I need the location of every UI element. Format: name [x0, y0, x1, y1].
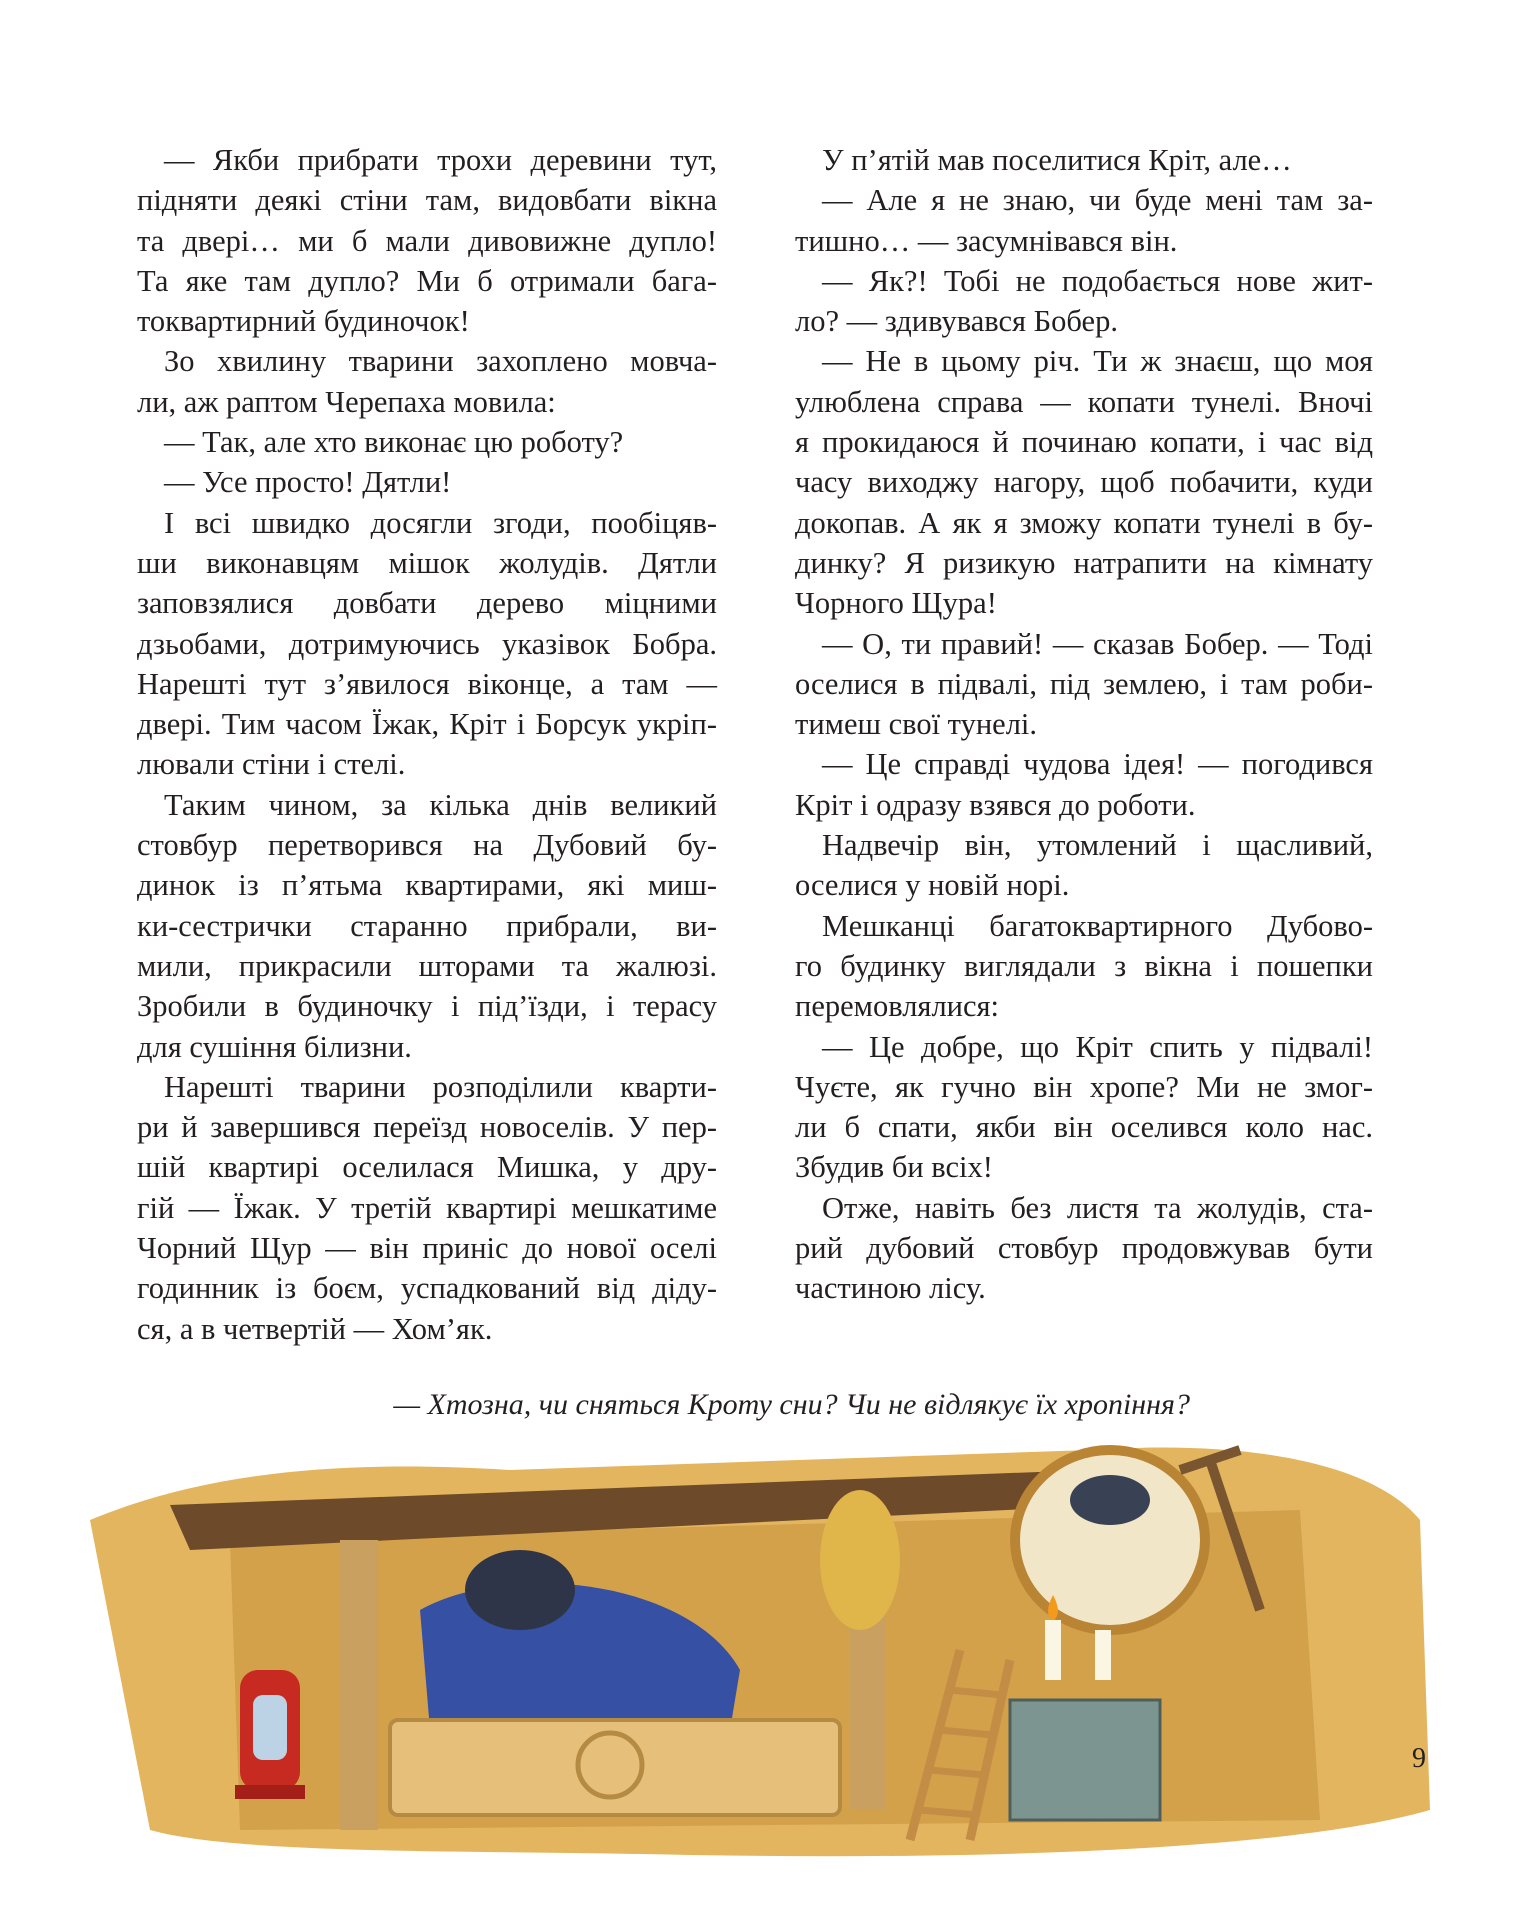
text-line: Чорного Щура!: [795, 586, 997, 621]
text-line: Чуєте, як гучно він хропе? Ми не змог-: [795, 1069, 1373, 1104]
text-line: Нарешті тут з’явилося віконце, а там —: [137, 666, 717, 701]
text-line: тимеш свої тунелі.: [795, 707, 1038, 742]
text-line: — Не в цьому річ. Ти ж знаєш, що моя: [822, 344, 1373, 379]
text-line: — Усе просто! Дятли!: [164, 465, 452, 500]
text-line: І всі швидко досягли згоди, пообіцяв-: [164, 505, 717, 540]
paragraph: [795, 180, 1373, 261]
text-line: для сушіння білизни.: [137, 1029, 412, 1064]
text-line: — Це справді чудова ідея! — погодився: [822, 747, 1373, 782]
paragraph: [137, 341, 717, 422]
text-line: ся, а в четвертій — Хом’як.: [137, 1311, 493, 1346]
text-line: — Це добре, що Кріт спить у підвалі!: [822, 1029, 1373, 1064]
lantern-icon: [235, 1670, 305, 1799]
text-line: динок із п’ятьма квартирами, які миш-: [137, 868, 717, 903]
paragraph: [137, 140, 717, 341]
text-column-left: [137, 140, 717, 1349]
text-line: заповзялися довбати дерево міцними: [137, 586, 717, 621]
text-line: динку? Я ризикую натрапити на кімнату: [795, 545, 1373, 580]
text-line: та двері… ми б мали дивовижне дупло!: [137, 223, 717, 258]
text-line: двері. Тим часом Їжак, Кріт і Борсук укріп-: [137, 707, 717, 742]
text-line: оселися у новій норі.: [795, 868, 1070, 903]
illustration-caption: — Хтозна, чи сняться Кроту сни? Чи не відлякує їх хропіння?: [393, 1388, 1190, 1421]
text-line: оселися в підвалі, під землею, і там роби-: [795, 666, 1373, 701]
text-line: годинник із боєм, успадкований від діду-: [137, 1271, 717, 1306]
text-line: шій квартирі оселилася Мишка, у дру-: [137, 1150, 717, 1185]
text-line: У п’ятій мав поселитися Кріт, але…: [822, 143, 1292, 177]
text-line: рий дубовий стовбур продовжував бути: [795, 1231, 1373, 1266]
paragraph: [795, 140, 1373, 180]
text-line: Надвечір він, утомлений і щасливий,: [822, 828, 1373, 863]
text-line: Мешканці багатоквартирного Дубово-: [822, 908, 1373, 943]
text-line: частиною лісу.: [795, 1271, 986, 1306]
text-line: ри й завершився переїзд новоселів. У пер-: [137, 1110, 717, 1145]
candle-1: [1045, 1620, 1061, 1680]
text-line: ли, аж раптом Черепаха мовила:: [137, 384, 556, 419]
paragraph: [795, 1188, 1373, 1309]
text-line: Зо хвилину тварини захоплено мовча-: [164, 344, 717, 379]
text-line: ли б спати, якби він оселився коло нас.: [795, 1110, 1373, 1145]
text-line: тишно… — засумнівався він.: [795, 223, 1178, 258]
text-line: — Але я не знаю, чи буде мені там за-: [822, 183, 1373, 218]
paragraph: [137, 503, 717, 785]
text-line: докопав. А як я зможу копати тунелі в бу-: [795, 505, 1373, 540]
text-line: Зробили в будиночку і під’їзди, і терасу: [137, 989, 717, 1024]
text-line: Отже, навіть без листя та жолудів, ста-: [822, 1190, 1373, 1225]
paragraph: [137, 422, 717, 462]
text-line: підняти деякі стіни там, видовбати вікна: [137, 183, 717, 218]
text-line: улюблена справа — копати тунелі. Вночі: [795, 384, 1373, 419]
text-line: го будинку виглядали з вікна і пошепки: [795, 948, 1373, 983]
straw-hat: [820, 1490, 900, 1630]
text-line: мили, прикрасили шторами та жалюзі.: [137, 948, 717, 983]
text-line: — Якби прибрати трохи деревини тут,: [164, 143, 717, 177]
text-line: ши виконавцям мішок жолудів. Дятли: [137, 545, 717, 580]
text-line: часу виходжу нагору, щоб побачити, куди: [795, 465, 1373, 500]
paragraph: [795, 341, 1373, 623]
paragraph: [795, 261, 1373, 342]
paragraph: [795, 744, 1373, 825]
text-line: — О, ти правий! — сказав Бобер. — Тоді: [822, 626, 1373, 661]
text-line: Та яке там дупло? Ми б отримали бага-: [137, 263, 717, 298]
text-line: я прокидаюся й починаю копати, і час від: [795, 425, 1373, 460]
nightstand: [1010, 1700, 1160, 1820]
text-line: перемовлялися:: [795, 989, 1000, 1024]
text-line: ло? — здивувався Бобер.: [795, 304, 1118, 339]
text-line: стовбур перетворився на Дубовий бу-: [137, 828, 717, 863]
text-line: Кріт і одразу взявся до роботи.: [795, 787, 1196, 822]
text-line: ки-сестрички старанно прибрали, ви-: [137, 908, 717, 943]
text-line: — Так, але хто виконає цю роботу?: [164, 425, 624, 460]
paragraph: [795, 906, 1373, 1027]
paragraph: [795, 1027, 1373, 1188]
page-number: 9: [1412, 1743, 1426, 1774]
text-line: токвартирний будиночок!: [137, 304, 470, 339]
mole-sleeping: [465, 1550, 575, 1630]
candle-2: [1095, 1630, 1111, 1680]
text-line: — Як?! Тобі не подобається нове жит-: [822, 263, 1373, 298]
illustration-mole-burrow: [90, 1430, 1460, 1870]
paragraph: [795, 825, 1373, 906]
text-line: дзьобами, дотримуючись указівок Бобра.: [137, 626, 717, 661]
mole-peeking: [1070, 1475, 1150, 1525]
paragraph: [137, 785, 717, 1067]
text-column-right: [795, 140, 1373, 1309]
text-line: Нарешті тварини розподілили кварти-: [164, 1069, 717, 1104]
support-post-left: [340, 1540, 378, 1830]
text-line: гій — Їжак. У третій квартирі мешкатиме: [137, 1190, 717, 1225]
text-line: Збудив би всіх!: [795, 1150, 993, 1185]
paragraph: [795, 624, 1373, 745]
paragraph: [137, 462, 717, 502]
text-line: Таким чином, за кілька днів великий: [164, 787, 717, 822]
paragraph: [137, 1067, 717, 1349]
text-line: Чорний Щур — він приніс до нової оселі: [137, 1231, 717, 1266]
text-line: лювали стіни і стелі.: [137, 747, 406, 782]
